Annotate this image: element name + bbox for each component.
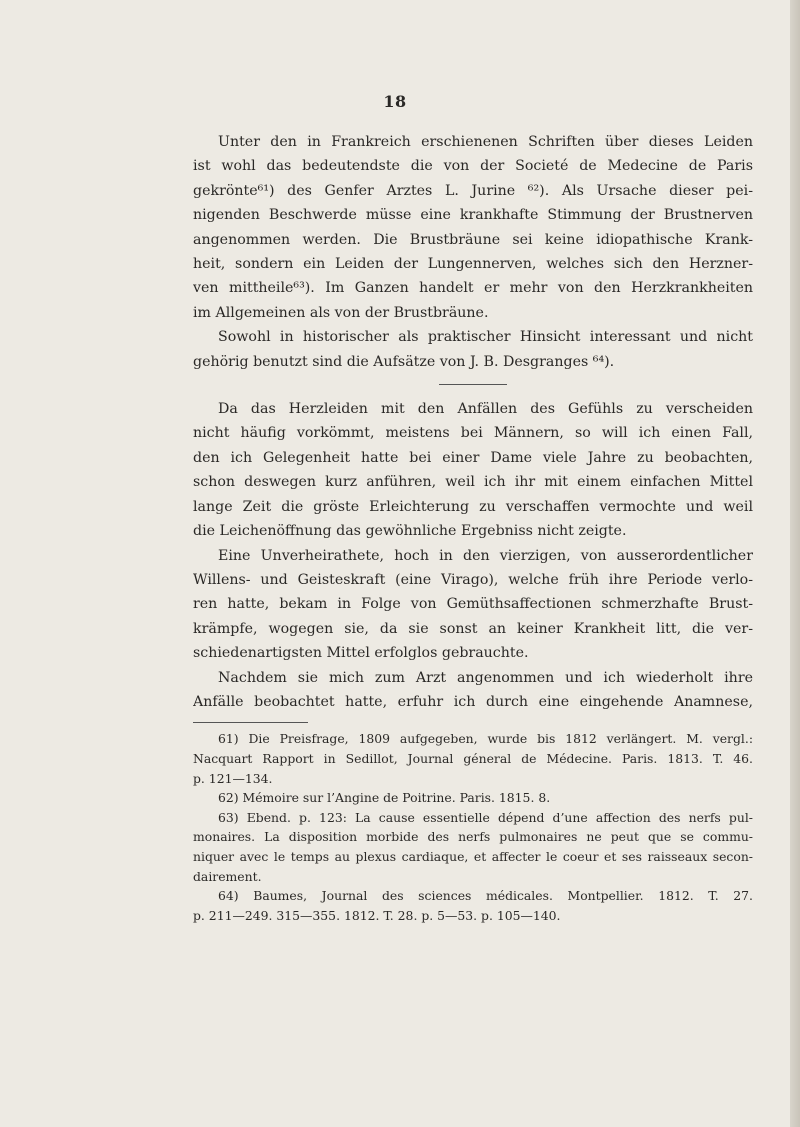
text-line: ist wohl das bedeutendste die von der Societé de Medecine de Paris: [193, 158, 753, 175]
page-body: [193, 130, 753, 925]
footnote-line: p. 211—249. 315—355. 1812. T. 28. p. 5—53. p. 105—140.: [193, 907, 561, 923]
page-edge-shadow: [790, 0, 800, 1127]
footnote: [193, 729, 753, 788]
section-divider: [439, 384, 507, 385]
text-line: gekrönte⁶¹) des Genfer Arztes L. Jurine ⁶²). Als Ursache dieser pei-: [193, 182, 753, 199]
text-line: ven mittheile⁶³). Im Ganzen handelt er mehr von den Herzkrankheiten: [193, 280, 753, 297]
footnote-line: 61) Die Preisfrage, 1809 aufgegeben, wurde bis 1812 verlängert. M. vergl.:: [218, 731, 753, 747]
top-paragraphs: [193, 130, 753, 374]
text-line: gehörig benutzt sind die Aufsätze von J. B. Desgranges ⁶⁴).: [193, 353, 615, 370]
footnote-line: 64) Baumes, Journal des sciences médicales. Montpellier. 1812. T. 27.: [218, 888, 753, 904]
text-line: Nachdem sie mich zum Arzt angenommen und ich wiederholt ihre: [218, 669, 753, 686]
footnote: [193, 886, 753, 925]
text-line: angenommen werden. Die Brustbräune sei keine idiopathische Krank-: [193, 231, 753, 248]
text-line: nicht häufig vorkömmt, meistens bei Männern, so will ich einen Fall,: [193, 425, 753, 442]
footnotes: [193, 729, 753, 925]
text-line: im Allgemeinen als von der Brustbräune.: [193, 304, 489, 321]
text-line: die Leichenöffnung das gewöhnliche Ergebniss nicht zeigte.: [193, 523, 627, 540]
footnote-line: niquer avec le temps au plexus cardiaque, et affecter le coeur et ses raisseaux secon-: [193, 848, 753, 864]
footnote-divider: [193, 722, 308, 723]
footnote: [193, 808, 753, 886]
paragraph: [193, 397, 753, 543]
paragraph: [193, 130, 753, 325]
text-line: schon deswegen kurz anführen, weil ich ihr mit einem einfachen Mittel: [193, 474, 753, 491]
text-line: Anfälle beobachtet hatte, erfuhr ich durch eine eingehende Anamnese,: [193, 693, 753, 710]
text-line: den ich Gelegenheit hatte bei einer Dame viele Jahre zu beobachten,: [193, 449, 753, 466]
footnote-line: 63) Ebend. p. 123: La cause essentielle dépend d’une affection des nerfs pul-: [218, 809, 753, 825]
footnote-line: 62) Mémoire sur l’Angine de Poitrine. Paris. 1815. 8.: [218, 790, 551, 806]
text-line: heit, sondern ein Leiden der Lungennerven, welches sich den Herzner-: [193, 256, 753, 273]
text-line: Willens- und Geisteskraft (eine Virago), welche früh ihre Periode verlo-: [193, 571, 753, 588]
footnote-line: dairement.: [193, 868, 262, 884]
text-line: ren hatte, bekam in Folge von Gemüthsaffectionen schmerzhafte Brust-: [193, 596, 753, 613]
main-paragraphs: [193, 397, 753, 714]
text-line: krämpfe, wogegen sie, da sie sonst an keiner Krankheit litt, die ver-: [193, 620, 753, 637]
text-line: Eine Unverheirathete, hoch in den vierzigen, von ausserordentlicher: [218, 547, 753, 564]
footnote-line: Nacquart Rapport in Sedillot, Journal géneral de Médecine. Paris. 1813. T. 46.: [193, 750, 753, 766]
footnote-line: monaires. La disposition morbide des nerfs pulmonaires ne peut que se commu-: [193, 829, 753, 845]
text-line: schiedenartigsten Mittel erfolglos gebrauchte.: [193, 645, 529, 662]
footnote-line: p. 121—134.: [193, 770, 273, 786]
text-line: Unter den in Frankreich erschienenen Schriften über dieses Leiden: [218, 134, 753, 150]
paragraph: [193, 666, 753, 715]
paragraph: [193, 544, 753, 666]
page-number: 18: [383, 92, 407, 111]
text-line: lange Zeit die gröste Erleichterung zu verschaffen vermochte und weil: [193, 498, 753, 515]
paragraph: [193, 325, 753, 374]
text-line: nigenden Beschwerde müsse eine krankhafte Stimmung der Brustnerven: [193, 207, 753, 224]
text-line: Da das Herzleiden mit den Anfällen des Gefühls zu verscheiden: [218, 401, 753, 418]
footnote: [193, 788, 753, 808]
text-line: Sowohl in historischer als praktischer Hinsicht interessant und nicht: [218, 329, 753, 346]
